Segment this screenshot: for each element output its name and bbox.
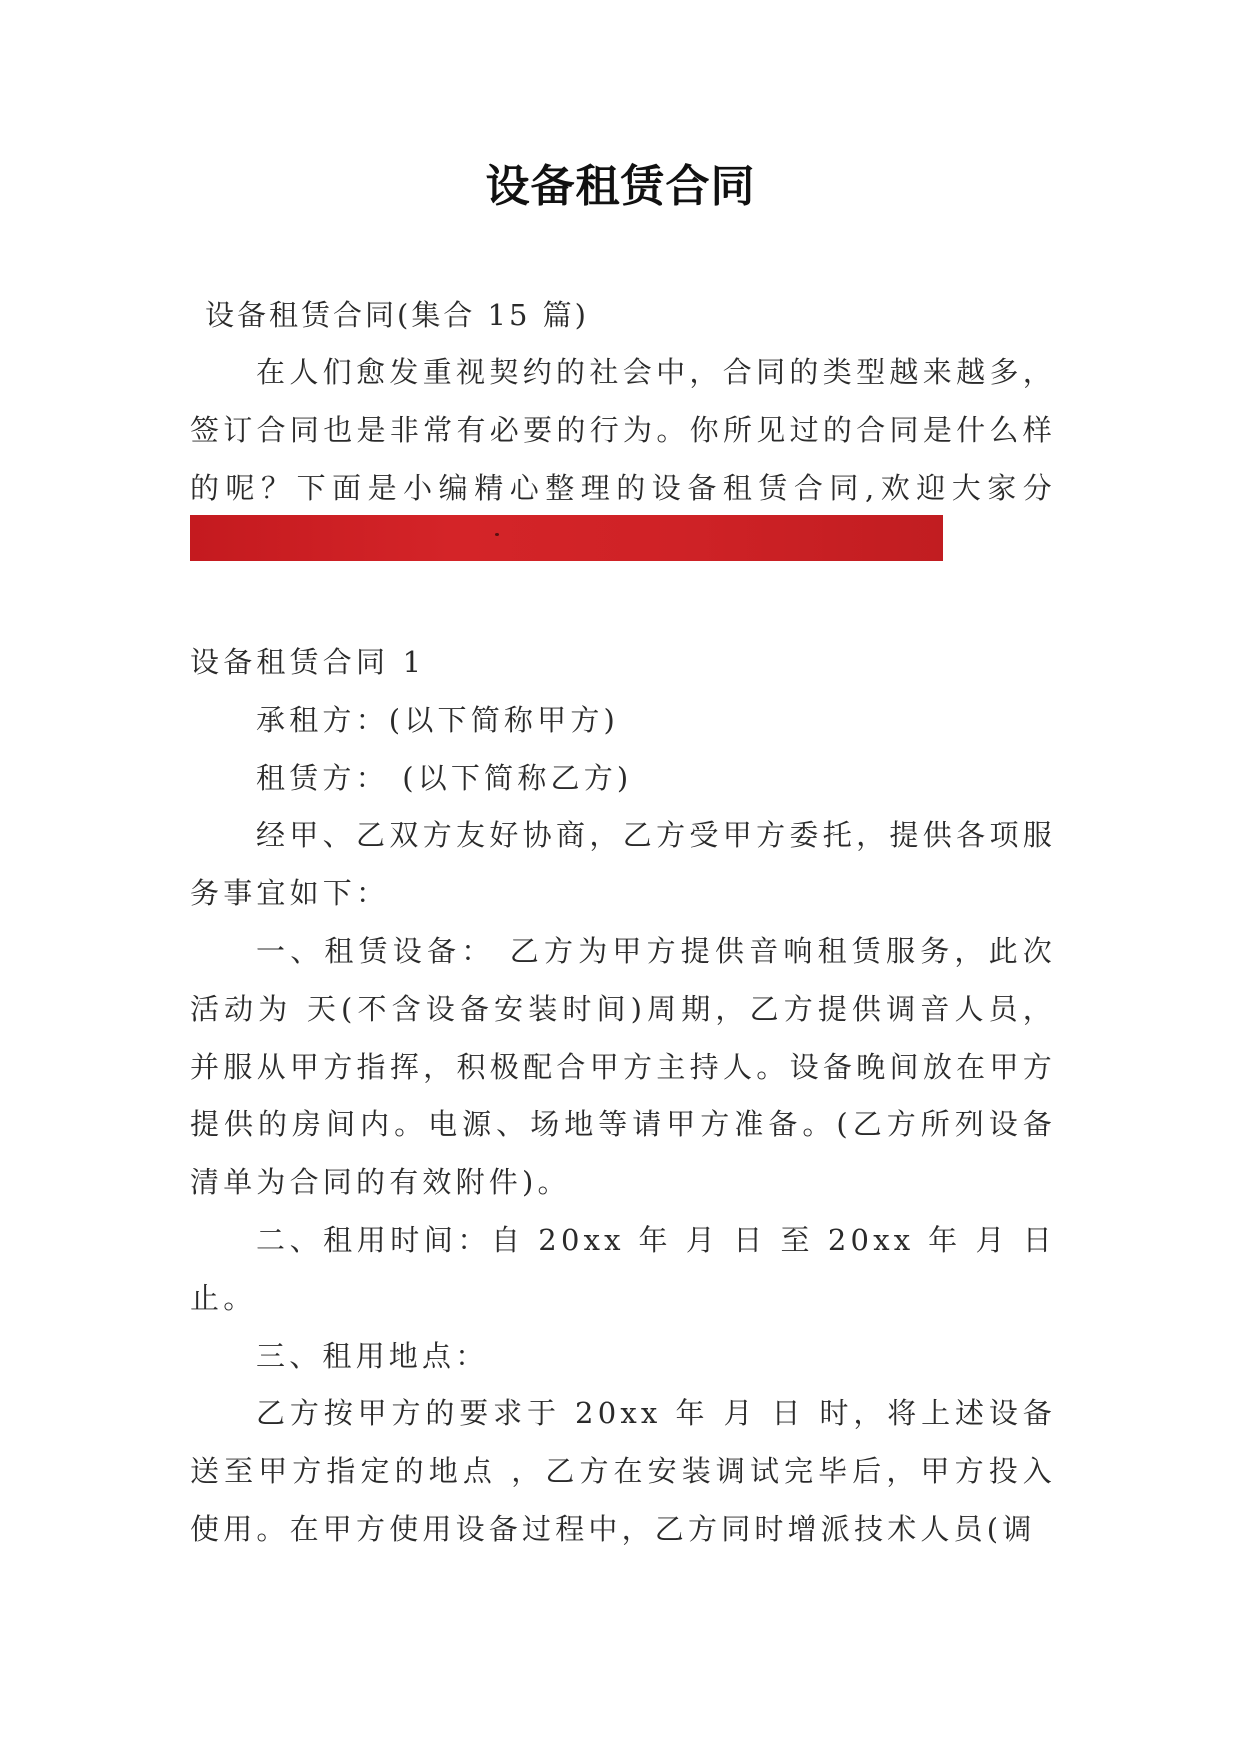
clause-2-period: 二、租用时间：自 20xx 年 月 日 至 20xx 年 月 日止。 bbox=[190, 1222, 1056, 1315]
clause-1-equipment: 一、租赁设备： 乙方为甲方提供音响租赁服务，此次活动为 天(不含设备安装时间)周期，乙方提供调音人员，并服从甲方指挥，积极配合甲方主持人。设备晚间放在甲方提供的房间内。电源、场地等请甲方准备。(乙方所列设备清单为合同的有效附件)。 bbox=[190, 933, 1056, 1200]
intro-paragraph: 在人们愈发重视契约的社会中，合同的类型越来越多，签订合同也是非常有必要的行为。你所见过的合同是什么样的呢？下面是小编精心整理的设备租赁合同,欢迎大家分 bbox=[190, 355, 1056, 505]
section-title: 设备租赁合同 1 bbox=[190, 645, 426, 679]
contract-section-1 bbox=[190, 634, 1056, 1559]
red-banner-image bbox=[190, 515, 943, 561]
delivery-paragraph: 乙方按甲方的要求于 20xx 年 月 日 时，将上述设备送至甲方指定的地点 ，乙方在安装调试完毕后，甲方投入使用。在甲方使用设备过程中，乙方同时增派技术人员(调 bbox=[190, 1396, 1056, 1546]
lessee-line: 承租方：(以下简称甲方) bbox=[256, 702, 620, 737]
clause-3-location: 三、租用地点： bbox=[256, 1338, 489, 1373]
lessor-line: 租赁方： (以下简称乙方) bbox=[256, 760, 633, 795]
document-title: 设备租赁合同 bbox=[485, 161, 756, 212]
document-subtitle: 设备租赁合同(集合 15 篇) bbox=[205, 298, 589, 332]
agreement-intro: 经甲、乙双方友好协商，乙方受甲方委托，提供各项服务事宜如下： bbox=[190, 818, 1056, 911]
banner-speck bbox=[495, 533, 499, 536]
